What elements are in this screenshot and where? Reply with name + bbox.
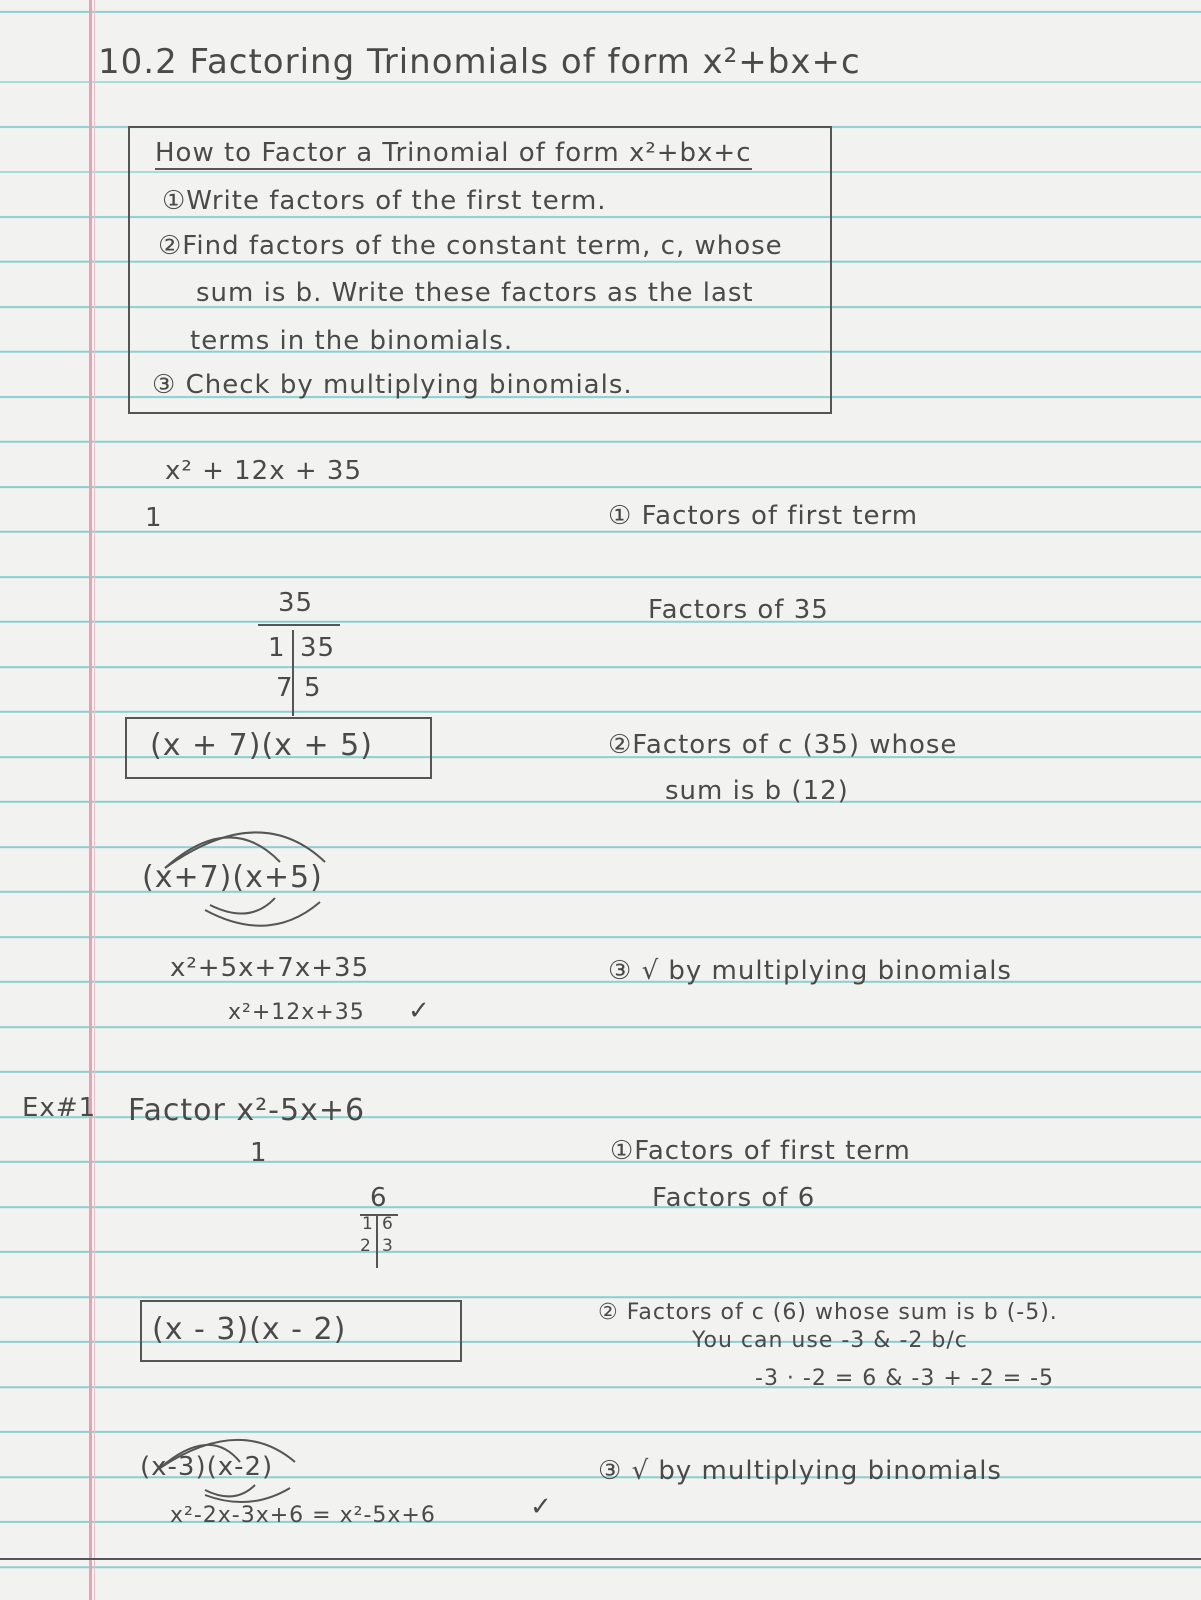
factor-left: 1: [362, 1214, 374, 1234]
factor-right: 5: [304, 673, 322, 703]
note: ③ √ by multiplying binomials: [608, 956, 1012, 986]
first-factor: 1: [250, 1138, 268, 1168]
howto-step: ①Write factors of the first term.: [162, 186, 607, 216]
factor-left: 2: [360, 1236, 372, 1256]
howto-step: ②Find factors of the constant term, c, whose: [158, 231, 783, 261]
factor-rule: [258, 624, 340, 626]
factor-right: 35: [300, 633, 336, 663]
howto-step: sum is b. Write these factors as the last: [196, 278, 754, 308]
note: You can use -3 & -2 b/c: [692, 1328, 968, 1353]
factor-left: 7: [276, 673, 294, 703]
answer: (x + 7)(x + 5): [150, 728, 373, 763]
page-edge: [0, 1558, 1201, 1560]
first-factor: 1: [145, 503, 163, 533]
checkmark: ✓: [408, 996, 431, 1026]
howto-heading: How to Factor a Trinomial of form x²+bx+c: [155, 138, 752, 168]
note: ③ √ by multiplying binomials: [598, 1456, 1002, 1486]
note: ①Factors of first term: [610, 1136, 911, 1166]
note: sum is b (12): [665, 776, 849, 806]
example-label: Ex#1: [22, 1093, 97, 1123]
factor-right: 3: [382, 1236, 394, 1256]
margin-line: [94, 0, 95, 1600]
note: -3 · -2 = 6 & -3 + -2 = -5: [755, 1366, 1055, 1391]
note: ② Factors of c (6) whose sum is b (-5).: [598, 1300, 1058, 1325]
factor-top: 35: [278, 588, 314, 618]
factor-rule: [376, 1216, 378, 1268]
note: Factors of 6: [652, 1183, 816, 1213]
note: ① Factors of first term: [608, 501, 919, 531]
note: Factors of 35: [648, 595, 829, 625]
margin-line: [89, 0, 92, 1600]
check-expression: (x-3)(x-2): [140, 1452, 274, 1482]
foil-arrows: [0, 0, 1, 1]
note: ②Factors of c (35) whose: [608, 730, 958, 760]
factor-right: 6: [382, 1214, 394, 1234]
howto-step: terms in the binomials.: [190, 326, 514, 356]
check-expression: (x+7)(x+5): [142, 860, 323, 895]
page-title: 10.2 Factoring Trinomials of form x²+bx+c: [98, 42, 861, 82]
factor-left: 1: [268, 633, 286, 663]
factor-top: 6: [370, 1183, 388, 1213]
expansion: x²+5x+7x+35: [170, 953, 370, 983]
answer: (x - 3)(x - 2): [152, 1312, 347, 1347]
expansion: x²+12x+35: [228, 1000, 365, 1025]
checkmark: ✓: [530, 1492, 553, 1522]
expression: x² + 12x + 35: [165, 456, 362, 486]
expansion: x²-2x-3x+6 = x²-5x+6: [170, 1503, 436, 1528]
howto-step: ③ Check by multiplying binomials.: [152, 370, 633, 400]
prompt: Factor x²-5x+6: [128, 1093, 366, 1128]
